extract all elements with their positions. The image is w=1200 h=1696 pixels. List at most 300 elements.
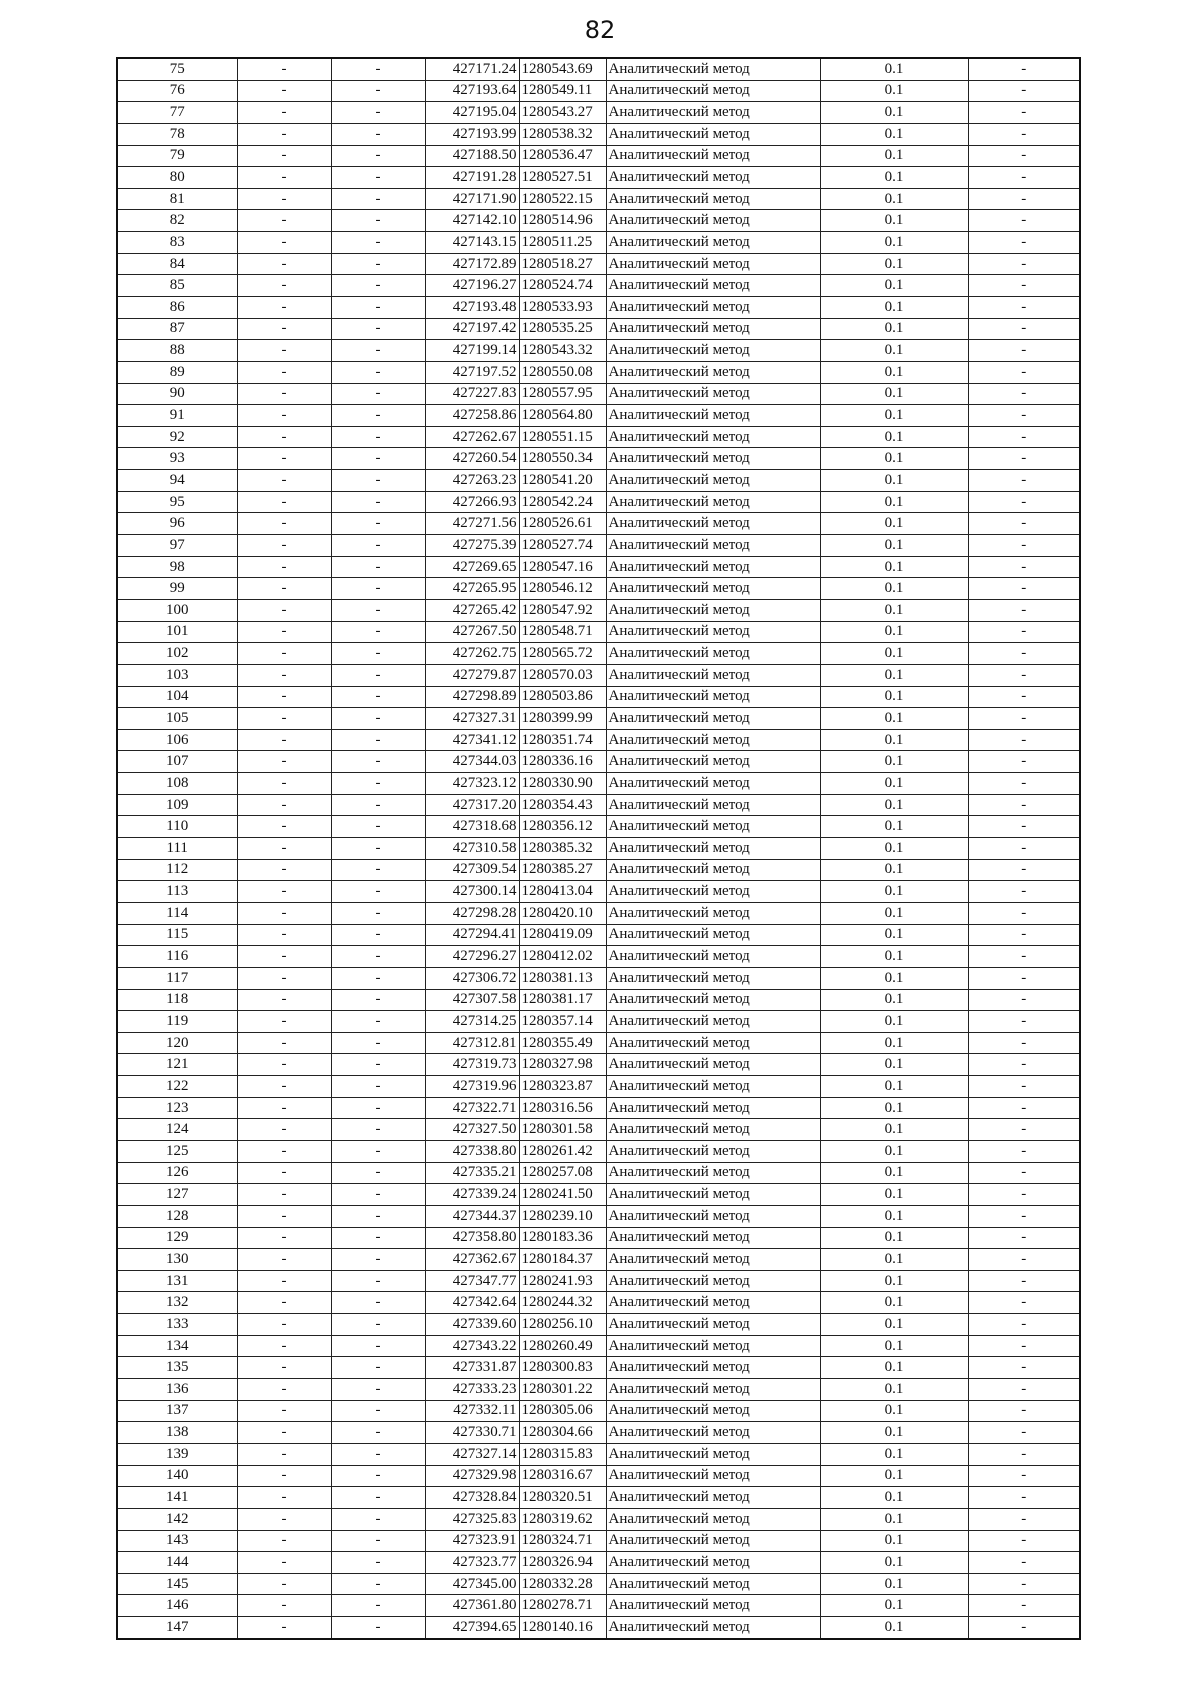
empty-col-2-cell: - — [237, 1617, 331, 1639]
table-row — [117, 967, 1080, 989]
y-coordinate-cell: 1280547.16 — [519, 556, 606, 578]
empty-col-3-cell: - — [331, 297, 425, 319]
accuracy-cell: 0.1 — [820, 80, 968, 102]
table-row — [117, 881, 1080, 903]
note-cell: - — [968, 1573, 1080, 1595]
method-cell: Аналитический метод — [606, 188, 820, 210]
x-coordinate-cell: 427328.84 — [425, 1487, 519, 1509]
table-row — [117, 1292, 1080, 1314]
accuracy-cell: 0.1 — [820, 210, 968, 232]
empty-col-2-cell: - — [237, 708, 331, 730]
empty-col-3-cell: - — [331, 1292, 425, 1314]
point-number-cell: 147 — [117, 1617, 237, 1639]
note-cell: - — [968, 902, 1080, 924]
point-number-cell: 137 — [117, 1400, 237, 1422]
table-row — [117, 708, 1080, 730]
y-coordinate-cell: 1280300.83 — [519, 1357, 606, 1379]
x-coordinate-cell: 427344.03 — [425, 751, 519, 773]
accuracy-cell: 0.1 — [820, 1443, 968, 1465]
point-number-cell: 96 — [117, 513, 237, 535]
y-coordinate-cell: 1280564.80 — [519, 405, 606, 427]
empty-col-2-cell: - — [237, 102, 331, 124]
table-body — [117, 58, 1080, 1639]
point-number-cell: 99 — [117, 578, 237, 600]
method-cell: Аналитический метод — [606, 1076, 820, 1098]
method-cell: Аналитический метод — [606, 470, 820, 492]
point-number-cell: 86 — [117, 297, 237, 319]
x-coordinate-cell: 427193.99 — [425, 123, 519, 145]
x-coordinate-cell: 427332.11 — [425, 1400, 519, 1422]
accuracy-cell: 0.1 — [820, 383, 968, 405]
x-coordinate-cell: 427318.68 — [425, 816, 519, 838]
empty-col-2-cell: - — [237, 1076, 331, 1098]
y-coordinate-cell: 1280535.25 — [519, 318, 606, 340]
empty-col-3-cell: - — [331, 210, 425, 232]
y-coordinate-cell: 1280241.50 — [519, 1184, 606, 1206]
method-cell: Аналитический метод — [606, 1443, 820, 1465]
y-coordinate-cell: 1280330.90 — [519, 773, 606, 795]
empty-col-3-cell: - — [331, 1249, 425, 1271]
empty-col-3-cell: - — [331, 145, 425, 167]
empty-col-2-cell: - — [237, 535, 331, 557]
empty-col-3-cell: - — [331, 686, 425, 708]
table-row — [117, 426, 1080, 448]
accuracy-cell: 0.1 — [820, 664, 968, 686]
method-cell: Аналитический метод — [606, 1400, 820, 1422]
note-cell: - — [968, 967, 1080, 989]
accuracy-cell: 0.1 — [820, 535, 968, 557]
y-coordinate-cell: 1280412.02 — [519, 946, 606, 968]
method-cell: Аналитический метод — [606, 1422, 820, 1444]
y-coordinate-cell: 1280399.99 — [519, 708, 606, 730]
note-cell: - — [968, 513, 1080, 535]
empty-col-3-cell: - — [331, 1530, 425, 1552]
method-cell: Аналитический метод — [606, 1227, 820, 1249]
method-cell: Аналитический метод — [606, 816, 820, 838]
accuracy-cell: 0.1 — [820, 838, 968, 860]
accuracy-cell: 0.1 — [820, 1140, 968, 1162]
x-coordinate-cell: 427296.27 — [425, 946, 519, 968]
y-coordinate-cell: 1280385.27 — [519, 859, 606, 881]
method-cell: Аналитический метод — [606, 578, 820, 600]
empty-col-3-cell: - — [331, 989, 425, 1011]
note-cell: - — [968, 102, 1080, 124]
empty-col-2-cell: - — [237, 816, 331, 838]
empty-col-3-cell: - — [331, 340, 425, 362]
table-row — [117, 1205, 1080, 1227]
method-cell: Аналитический метод — [606, 1573, 820, 1595]
accuracy-cell: 0.1 — [820, 1227, 968, 1249]
table-row — [117, 859, 1080, 881]
empty-col-2-cell: - — [237, 686, 331, 708]
table-row — [117, 773, 1080, 795]
accuracy-cell: 0.1 — [820, 794, 968, 816]
method-cell: Аналитический метод — [606, 556, 820, 578]
accuracy-cell: 0.1 — [820, 1032, 968, 1054]
x-coordinate-cell: 427347.77 — [425, 1270, 519, 1292]
note-cell: - — [968, 1119, 1080, 1141]
note-cell: - — [968, 1335, 1080, 1357]
point-number-cell: 130 — [117, 1249, 237, 1271]
point-number-cell: 90 — [117, 383, 237, 405]
table-row — [117, 1162, 1080, 1184]
empty-col-2-cell: - — [237, 1443, 331, 1465]
point-number-cell: 143 — [117, 1530, 237, 1552]
empty-col-3-cell: - — [331, 58, 425, 80]
table-row — [117, 1573, 1080, 1595]
empty-col-3-cell: - — [331, 838, 425, 860]
empty-col-3-cell: - — [331, 816, 425, 838]
x-coordinate-cell: 427319.96 — [425, 1076, 519, 1098]
table-row — [117, 58, 1080, 80]
y-coordinate-cell: 1280538.32 — [519, 123, 606, 145]
table-row — [117, 1032, 1080, 1054]
y-coordinate-cell: 1280514.96 — [519, 210, 606, 232]
empty-col-3-cell: - — [331, 167, 425, 189]
table-row — [117, 578, 1080, 600]
table-row — [117, 1617, 1080, 1639]
empty-col-2-cell: - — [237, 1508, 331, 1530]
y-coordinate-cell: 1280381.13 — [519, 967, 606, 989]
accuracy-cell: 0.1 — [820, 1530, 968, 1552]
empty-col-3-cell: - — [331, 794, 425, 816]
y-coordinate-cell: 1280241.93 — [519, 1270, 606, 1292]
note-cell: - — [968, 1011, 1080, 1033]
x-coordinate-cell: 427195.04 — [425, 102, 519, 124]
x-coordinate-cell: 427358.80 — [425, 1227, 519, 1249]
y-coordinate-cell: 1280551.15 — [519, 426, 606, 448]
note-cell: - — [968, 1379, 1080, 1401]
x-coordinate-cell: 427323.91 — [425, 1530, 519, 1552]
empty-col-2-cell: - — [237, 123, 331, 145]
point-number-cell: 140 — [117, 1465, 237, 1487]
y-coordinate-cell: 1280327.98 — [519, 1054, 606, 1076]
point-number-cell: 97 — [117, 535, 237, 557]
note-cell: - — [968, 491, 1080, 513]
point-number-cell: 127 — [117, 1184, 237, 1206]
x-coordinate-cell: 427341.12 — [425, 729, 519, 751]
accuracy-cell: 0.1 — [820, 58, 968, 80]
note-cell: - — [968, 751, 1080, 773]
note-cell: - — [968, 621, 1080, 643]
note-cell: - — [968, 1054, 1080, 1076]
note-cell: - — [968, 1552, 1080, 1574]
point-number-cell: 89 — [117, 361, 237, 383]
x-coordinate-cell: 427262.75 — [425, 643, 519, 665]
table-row — [117, 470, 1080, 492]
accuracy-cell: 0.1 — [820, 102, 968, 124]
empty-col-3-cell: - — [331, 232, 425, 254]
method-cell: Аналитический метод — [606, 1162, 820, 1184]
table-row — [117, 1552, 1080, 1574]
table-row — [117, 80, 1080, 102]
note-cell: - — [968, 318, 1080, 340]
note-cell: - — [968, 1184, 1080, 1206]
empty-col-2-cell: - — [237, 232, 331, 254]
x-coordinate-cell: 427309.54 — [425, 859, 519, 881]
x-coordinate-cell: 427394.65 — [425, 1617, 519, 1639]
x-coordinate-cell: 427271.56 — [425, 513, 519, 535]
accuracy-cell: 0.1 — [820, 1508, 968, 1530]
point-number-cell: 131 — [117, 1270, 237, 1292]
point-number-cell: 106 — [117, 729, 237, 751]
method-cell: Аналитический метод — [606, 1314, 820, 1336]
x-coordinate-cell: 427266.93 — [425, 491, 519, 513]
point-number-cell: 141 — [117, 1487, 237, 1509]
note-cell: - — [968, 1249, 1080, 1271]
x-coordinate-cell: 427339.60 — [425, 1314, 519, 1336]
table-row — [117, 643, 1080, 665]
table-row — [117, 383, 1080, 405]
point-number-cell: 94 — [117, 470, 237, 492]
point-number-cell: 114 — [117, 902, 237, 924]
accuracy-cell: 0.1 — [820, 1335, 968, 1357]
x-coordinate-cell: 427319.73 — [425, 1054, 519, 1076]
empty-col-3-cell: - — [331, 1032, 425, 1054]
empty-col-2-cell: - — [237, 1595, 331, 1617]
x-coordinate-cell: 427262.67 — [425, 426, 519, 448]
table-row — [117, 1443, 1080, 1465]
method-cell: Аналитический метод — [606, 405, 820, 427]
x-coordinate-cell: 427294.41 — [425, 924, 519, 946]
empty-col-3-cell: - — [331, 1573, 425, 1595]
y-coordinate-cell: 1280315.83 — [519, 1443, 606, 1465]
note-cell: - — [968, 1097, 1080, 1119]
empty-col-3-cell: - — [331, 1270, 425, 1292]
note-cell: - — [968, 167, 1080, 189]
method-cell: Аналитический метод — [606, 1335, 820, 1357]
point-number-cell: 76 — [117, 80, 237, 102]
point-number-cell: 112 — [117, 859, 237, 881]
table-row — [117, 686, 1080, 708]
empty-col-3-cell: - — [331, 253, 425, 275]
accuracy-cell: 0.1 — [820, 1076, 968, 1098]
accuracy-cell: 0.1 — [820, 751, 968, 773]
empty-col-2-cell: - — [237, 643, 331, 665]
point-number-cell: 122 — [117, 1076, 237, 1098]
table-row — [117, 794, 1080, 816]
empty-col-3-cell: - — [331, 1097, 425, 1119]
note-cell: - — [968, 729, 1080, 751]
empty-col-2-cell: - — [237, 621, 331, 643]
empty-col-3-cell: - — [331, 188, 425, 210]
x-coordinate-cell: 427197.52 — [425, 361, 519, 383]
empty-col-3-cell: - — [331, 1443, 425, 1465]
y-coordinate-cell: 1280316.56 — [519, 1097, 606, 1119]
empty-col-3-cell: - — [331, 621, 425, 643]
empty-col-2-cell: - — [237, 1335, 331, 1357]
method-cell: Аналитический метод — [606, 1270, 820, 1292]
method-cell: Аналитический метод — [606, 967, 820, 989]
x-coordinate-cell: 427258.86 — [425, 405, 519, 427]
method-cell: Аналитический метод — [606, 210, 820, 232]
table-row — [117, 1530, 1080, 1552]
y-coordinate-cell: 1280518.27 — [519, 253, 606, 275]
point-number-cell: 124 — [117, 1119, 237, 1141]
point-number-cell: 95 — [117, 491, 237, 513]
empty-col-2-cell: - — [237, 578, 331, 600]
y-coordinate-cell: 1280533.93 — [519, 297, 606, 319]
point-number-cell: 119 — [117, 1011, 237, 1033]
method-cell: Аналитический метод — [606, 1032, 820, 1054]
note-cell: - — [968, 1508, 1080, 1530]
note-cell: - — [968, 1400, 1080, 1422]
empty-col-2-cell: - — [237, 1530, 331, 1552]
table-row — [117, 1249, 1080, 1271]
note-cell: - — [968, 1595, 1080, 1617]
table-row — [117, 405, 1080, 427]
empty-col-3-cell: - — [331, 1140, 425, 1162]
empty-col-2-cell: - — [237, 599, 331, 621]
empty-col-2-cell: - — [237, 1140, 331, 1162]
empty-col-3-cell: - — [331, 318, 425, 340]
table-row — [117, 621, 1080, 643]
method-cell: Аналитический метод — [606, 1097, 820, 1119]
empty-col-3-cell: - — [331, 556, 425, 578]
point-number-cell: 101 — [117, 621, 237, 643]
empty-col-2-cell: - — [237, 80, 331, 102]
note-cell: - — [968, 1314, 1080, 1336]
empty-col-2-cell: - — [237, 318, 331, 340]
point-number-cell: 102 — [117, 643, 237, 665]
x-coordinate-cell: 427322.71 — [425, 1097, 519, 1119]
empty-col-3-cell: - — [331, 1422, 425, 1444]
method-cell: Аналитический метод — [606, 599, 820, 621]
table-row — [117, 1054, 1080, 1076]
point-number-cell: 85 — [117, 275, 237, 297]
point-number-cell: 128 — [117, 1205, 237, 1227]
accuracy-cell: 0.1 — [820, 881, 968, 903]
y-coordinate-cell: 1280420.10 — [519, 902, 606, 924]
method-cell: Аналитический метод — [606, 448, 820, 470]
empty-col-2-cell: - — [237, 1097, 331, 1119]
empty-col-2-cell: - — [237, 426, 331, 448]
note-cell: - — [968, 794, 1080, 816]
empty-col-3-cell: - — [331, 491, 425, 513]
empty-col-2-cell: - — [237, 1054, 331, 1076]
table-row — [117, 1379, 1080, 1401]
table-row — [117, 340, 1080, 362]
point-number-cell: 87 — [117, 318, 237, 340]
table-row — [117, 167, 1080, 189]
table-row — [117, 989, 1080, 1011]
table-row — [117, 448, 1080, 470]
x-coordinate-cell: 427345.00 — [425, 1573, 519, 1595]
note-cell: - — [968, 881, 1080, 903]
x-coordinate-cell: 427330.71 — [425, 1422, 519, 1444]
point-number-cell: 110 — [117, 816, 237, 838]
y-coordinate-cell: 1280526.61 — [519, 513, 606, 535]
note-cell: - — [968, 1292, 1080, 1314]
x-coordinate-cell: 427338.80 — [425, 1140, 519, 1162]
y-coordinate-cell: 1280542.24 — [519, 491, 606, 513]
table-row — [117, 1595, 1080, 1617]
empty-col-3-cell: - — [331, 426, 425, 448]
accuracy-cell: 0.1 — [820, 1595, 968, 1617]
empty-col-3-cell: - — [331, 881, 425, 903]
accuracy-cell: 0.1 — [820, 708, 968, 730]
y-coordinate-cell: 1280385.32 — [519, 838, 606, 860]
y-coordinate-cell: 1280351.74 — [519, 729, 606, 751]
point-number-cell: 83 — [117, 232, 237, 254]
method-cell: Аналитический метод — [606, 773, 820, 795]
x-coordinate-cell: 427298.28 — [425, 902, 519, 924]
y-coordinate-cell: 1280239.10 — [519, 1205, 606, 1227]
x-coordinate-cell: 427333.23 — [425, 1379, 519, 1401]
empty-col-3-cell: - — [331, 773, 425, 795]
empty-col-2-cell: - — [237, 383, 331, 405]
x-coordinate-cell: 427327.14 — [425, 1443, 519, 1465]
accuracy-cell: 0.1 — [820, 167, 968, 189]
y-coordinate-cell: 1280319.62 — [519, 1508, 606, 1530]
x-coordinate-cell: 427227.83 — [425, 383, 519, 405]
y-coordinate-cell: 1280260.49 — [519, 1335, 606, 1357]
empty-col-3-cell: - — [331, 123, 425, 145]
note-cell: - — [968, 297, 1080, 319]
y-coordinate-cell: 1280332.28 — [519, 1573, 606, 1595]
x-coordinate-cell: 427339.24 — [425, 1184, 519, 1206]
y-coordinate-cell: 1280183.36 — [519, 1227, 606, 1249]
y-coordinate-cell: 1280527.74 — [519, 535, 606, 557]
empty-col-2-cell: - — [237, 1249, 331, 1271]
accuracy-cell: 0.1 — [820, 1205, 968, 1227]
accuracy-cell: 0.1 — [820, 621, 968, 643]
empty-col-3-cell: - — [331, 924, 425, 946]
accuracy-cell: 0.1 — [820, 1379, 968, 1401]
note-cell: - — [968, 838, 1080, 860]
method-cell: Аналитический метод — [606, 123, 820, 145]
note-cell: - — [968, 946, 1080, 968]
method-cell: Аналитический метод — [606, 794, 820, 816]
point-number-cell: 107 — [117, 751, 237, 773]
point-number-cell: 116 — [117, 946, 237, 968]
method-cell: Аналитический метод — [606, 535, 820, 557]
note-cell: - — [968, 1205, 1080, 1227]
empty-col-3-cell: - — [331, 1552, 425, 1574]
accuracy-cell: 0.1 — [820, 253, 968, 275]
point-number-cell: 88 — [117, 340, 237, 362]
y-coordinate-cell: 1280550.34 — [519, 448, 606, 470]
x-coordinate-cell: 427263.23 — [425, 470, 519, 492]
table-row — [117, 188, 1080, 210]
table-row — [117, 1227, 1080, 1249]
point-number-cell: 142 — [117, 1508, 237, 1530]
note-cell: - — [968, 1617, 1080, 1639]
note-cell: - — [968, 773, 1080, 795]
method-cell: Аналитический метод — [606, 686, 820, 708]
x-coordinate-cell: 427143.15 — [425, 232, 519, 254]
empty-col-2-cell: - — [237, 1184, 331, 1206]
note-cell: - — [968, 1357, 1080, 1379]
empty-col-3-cell: - — [331, 1054, 425, 1076]
x-coordinate-cell: 427329.98 — [425, 1465, 519, 1487]
x-coordinate-cell: 427300.14 — [425, 881, 519, 903]
method-cell: Аналитический метод — [606, 1617, 820, 1639]
x-coordinate-cell: 427362.67 — [425, 1249, 519, 1271]
table-row — [117, 145, 1080, 167]
note-cell: - — [968, 643, 1080, 665]
empty-col-2-cell: - — [237, 1032, 331, 1054]
note-cell: - — [968, 210, 1080, 232]
note-cell: - — [968, 1270, 1080, 1292]
method-cell: Аналитический метод — [606, 859, 820, 881]
point-number-cell: 100 — [117, 599, 237, 621]
x-coordinate-cell: 427142.10 — [425, 210, 519, 232]
y-coordinate-cell: 1280336.16 — [519, 751, 606, 773]
table-row — [117, 1400, 1080, 1422]
point-number-cell: 129 — [117, 1227, 237, 1249]
empty-col-2-cell: - — [237, 167, 331, 189]
